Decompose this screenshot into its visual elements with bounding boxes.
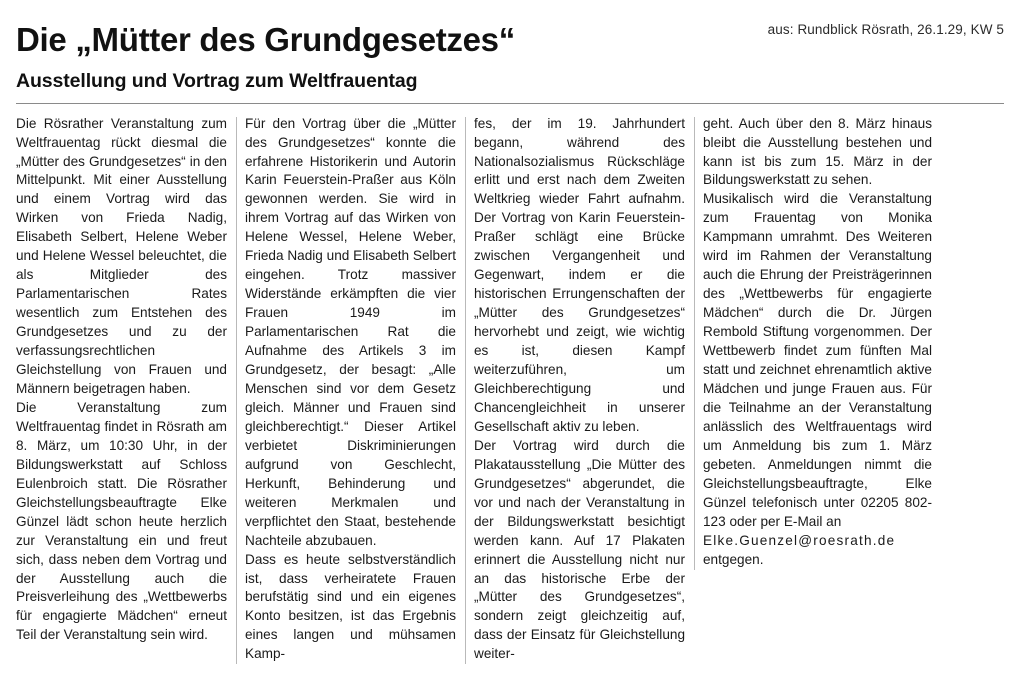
- subtitle: Ausstellung und Vortrag zum Weltfrauentag: [16, 69, 418, 92]
- paragraph: geht. Auch über den 8. März hinaus bleibt die Ausstellung bestehen und kann ist bis zum 15. März in der Bildungswerkstatt zu sehen.: [703, 115, 932, 188]
- source-attribution: aus: Rundblick Rösrath, 26.1.29, KW 5: [767, 22, 1004, 37]
- email-address: Elke.Guenzel@roesrath.de: [703, 532, 896, 548]
- paragraph: Der Vortrag wird durch die Plakatausstellung „Die Mütter des Grundgesetzes“ abgerundet, die vor und nach der Veranstaltung in der Bildungswerkstatt besichtigt werden kann. Auf 17 Plakaten erinnert die Ausstellung nicht nur an das historische Erbe der „Mütter des Grundgesetzes“, sondern zeigt gleichzeitig auf, dass der Einsatz für Gleichstellung weiter-: [474, 437, 685, 662]
- paragraph: Musikalisch wird die Veranstaltung zum Frauentag von Monika Kampmann umrahmt. Des Weiteren wird im Rahmen der Veranstaltung auch die Ehrung der Preisträgerinnen des „Wettbewerbs für engagierte Mädchen“ durch die Dr. Jürgen Rembold Stiftung vorgenommen. Der Wettbewerb findet zum fünften Mal statt und zeichnet ehrenamtlich aktive Mädchen und junge Frauen aus. Für die Teilnahme an der Veranstaltung anlässlich des Weltfrauentags wird um Anmeldung bis zum 1. März gebeten. Anmeldungen nimmt die Gleichstellungsbeauftragte, Elke Günzel telefonisch unter 02205 802-123 oder per E-Mail an: [703, 191, 932, 529]
- article-column-3: [474, 115, 703, 665]
- paragraph: Dass es heute selbstverständlich ist, dass verheiratete Frauen berufstätig sind und ein eigenes Konto besitzen, ist das Ergebnis eines langen und mühsamen Kamp-: [245, 551, 456, 662]
- article-columns: [16, 115, 1004, 665]
- article-column-4: [703, 115, 932, 570]
- paragraph: Die Rösrather Veranstaltung zum Weltfrauentag rückt diesmal die „Mütter des Grundgesetzes“ in den Mittelpunkt. Mit einer Ausstellung und einem Vortrag wird das Wirken von Frieda Nadig, Elisabeth Selbert, Helene Weber und Helene Wessel beleuchtet, die als Mitglieder des Parlamentarischen Rates wesentlich zum Entstehen des Grundgesetzes und zu der verfassungsrechtlichen Gleichstellung von Frauen und Männern beigetragen haben.: [16, 115, 227, 396]
- article-column-2: [245, 115, 474, 665]
- paragraph: Die Veranstaltung zum Weltfrauentag findet in Rösrath am 8. März, um 10:30 Uhr, in der Bildungswerkstatt auf Schloss Eulenbroich statt. Die Rösrather Gleichstellungsbeauftragte Elke Günzel lädt schon heute herzlich zur Veranstaltung ein und freut sich, dass neben dem Vortrag und der Ausstellung auch die Preisverleihung des „Wettbewerbs für engagierte Mädchen“ erneut Teil der Veranstaltung sein wird.: [16, 399, 227, 643]
- page-title: Die „Mütter des Grundgesetzes“: [16, 21, 515, 58]
- paragraph: fes, der im 19. Jahrhundert begann, während des Nationalsozialismus Rückschläge erlitt und erst nach dem Zweiten Weltkrieg wieder Fahrt aufnahm. Der Vortrag von Karin Feuerstein-Praßer schlägt eine Brücke zwischen Vergangenheit und Gegenwart, indem er die historischen Errungenschaften der „Mütter des Grundgesetzes“ hervorhebt und zeigt, wie wichtig es ist, diesen Kampf weiterzuführen, um Gleichberechtigung und Chancengleichheit in unserer Gesellschaft aktiv zu leben.: [474, 115, 685, 434]
- article-column-1: [16, 115, 245, 646]
- paragraph: entgegen.: [703, 551, 764, 567]
- header-divider: [16, 103, 1004, 104]
- paragraph: Für den Vortrag über die „Mütter des Grundgesetzes“ konnte die erfahrene Historikerin und Autorin Karin Feuerstein-Praßer aus Köln gewonnen werden. Sie wird in ihrem Vortrag auf das Wirken von Helene Wessel, Helene Weber, Frieda Nadig und Elisabeth Selbert eingehen. Trotz massiver Widerstände erkämpften die vier Frauen 1949 im Parlamentarischen Rat die Aufnahme des Artikels 3 im Grundgesetz, der besagt: „Alle Menschen sind vor dem Gesetz gleich. Männer und Frauen sind gleichberechtigt.“ Dieser Artikel verbietet Diskriminierungen aufgrund von Geschlecht, Herkunft, Behinderung und weiteren Merkmalen und verpflichtet den Staat, bestehende Nachteile abzubauen.: [245, 115, 456, 548]
